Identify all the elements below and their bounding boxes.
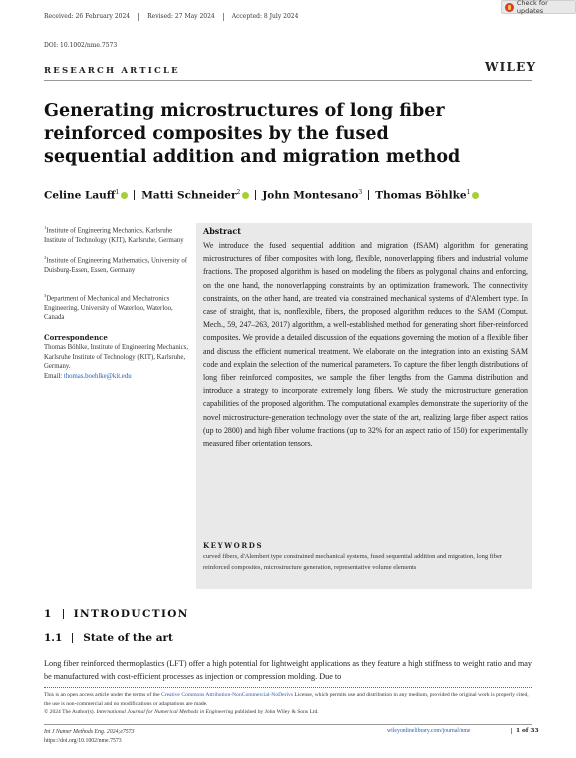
paper-title: Generating microstructures of long fiber reinforced composites by the fused sequential addition and migration method — [44, 101, 461, 167]
author[interactable]: Matti Schneider$^2$ — [141, 189, 249, 202]
email-link[interactable]: thomas.boehlke@kit.edu — [63, 372, 132, 380]
orcid-icon[interactable] — [472, 192, 479, 199]
correspondence-heading: Correspondence — [44, 333, 108, 342]
check-updates-label: Check for updates — [516, 0, 548, 15]
abstract-text: We introduce the fused sequential addition and migration (fSAM) algorithm for generating microstructures of fiber composites with long, flexible, nonoverlapping fibers and industrial volume fractions. The proposed algorithm is based on modeling the fibers as polygonal chains and enforcing, on the one hand, the nonoverlapping constraints by an optimization framework. The connectivity constraints, on the other hand, are treated via constrained mechanical systems of d'Alembert type. In case of straight, that is, nonflexible, fibers, the proposed algorithm reduces to the SAM (Comput. Mech., 59, 247–263, 2017) algorithm, a well-established method for generating short fiber-reinforced composites. We provide a detailed discussion of the equations governing the motion of a flexible fiber and discuss the efficient numerical treatment. We elaborate on the integration into an existing SAM code and explain the selection of the numerical parameters. To capture the fiber length distributions of long fiber reinforced composites, we sample the fiber lengths from the Gamma distribution and introduce a strategy to incorporate extremely long fibers. We study the microstructure generation capabilities of the proposed algorithm. The computational examples demonstrate the superiority of the novel microstructure-generation technology over the state of the art, realizing large fiber aspect ratios (up to 2800) and high fiber volume fractions (up to 32% for an aspect ratio of 150) for experimentally measured fiber orientation tensors. — [203, 241, 528, 449]
body-paragraph: Long fiber reinforced thermoplastics (LFT) offer a high potential for lightweight applications as they feature a high stiffness to weight ratio and may be manufactured with cost-efficient processes as injection or compression molding. Due to — [44, 659, 532, 681]
author-list — [44, 189, 479, 202]
keywords-text: curved fibers, d'Alembert type constrained mechanical systems, fused sequential addition and migration, long fiber reinforced composites, microstructure generation, representative volume elements — [203, 553, 502, 571]
article-type: RESEARCH ARTICLE — [44, 66, 180, 76]
keywords-heading: KEYWORDS — [203, 541, 264, 550]
license-divider — [44, 687, 532, 688]
author[interactable]: John Montesano$^3$ — [262, 189, 363, 202]
section-heading: 1 INTRODUCTION — [44, 608, 189, 620]
publisher-logo: WILEY — [485, 60, 537, 74]
journal-url-link[interactable]: wileyonlinelibrary.com/journal/nme — [387, 728, 471, 734]
article-dates — [44, 13, 298, 21]
accepted-date: Accepted: 8 July 2024 — [231, 13, 299, 20]
affiliation: $^1$Institute of Engineering Mechanics, Karlsruhe Institute of Technology (KIT), Karlsruhe, Germany — [44, 225, 184, 244]
correspondence-text: Thomas Böhlke, Institute of Engineering Mechanics, Karlsruhe Institute of Technology (KIT), Karlsruhe, Germany. Email: thomas.boehlke@kit.edu — [44, 344, 189, 380]
header-divider — [44, 80, 532, 81]
crossmark-icon — [505, 3, 514, 12]
affiliation: $^2$Institute of Engineering Mathematics, University of Duisburg-Essen, Essen, Germany — [44, 255, 188, 274]
cc-license-link[interactable]: Creative Commons Attribution-NonCommercial-NoDerivs — [160, 692, 294, 698]
doi-link[interactable]: https://doi.org/10.1002/nme.7573 — [44, 737, 122, 744]
revised-date: Revised: 27 May 2024 — [147, 13, 215, 20]
affiliation: $^3$Department of Mechanical and Mechatronics Engineering, University of Waterloo, Waterloo, Canada — [44, 293, 173, 322]
author[interactable]: Celine Lauff$^1$ — [44, 189, 128, 202]
abstract-heading: Abstract — [203, 226, 241, 236]
orcid-icon[interactable] — [121, 192, 128, 199]
subsection-heading: 1.1 State of the art — [44, 632, 173, 644]
footer-citation: Int J Numer Methods Eng. 2024;e7573 https://doi.org/10.1002/nme.7573 — [44, 729, 135, 744]
doi: DOI: 10.1002/nme.7573 — [44, 42, 118, 49]
footer-divider — [44, 724, 532, 725]
received-date: Received: 26 February 2024 — [44, 13, 131, 20]
license-text: This is an open access article under the terms of the Creative Commons Attribution-NonCommercial-NoDerivs License, which permits use and distribution in any medium, provided the original work is properly cited, the use is non-commercial and no modifications or adaptations are made. © 2024 The Author(s). International Journal for Numerical Methods in Engineering published by John Wiley & Sons Ltd. — [44, 692, 529, 715]
check-updates-button[interactable] — [501, 0, 576, 14]
orcid-icon[interactable] — [242, 192, 249, 199]
page-number: 1 of 33 — [511, 728, 539, 734]
author[interactable]: Thomas Böhlke$^1$ — [375, 189, 479, 202]
